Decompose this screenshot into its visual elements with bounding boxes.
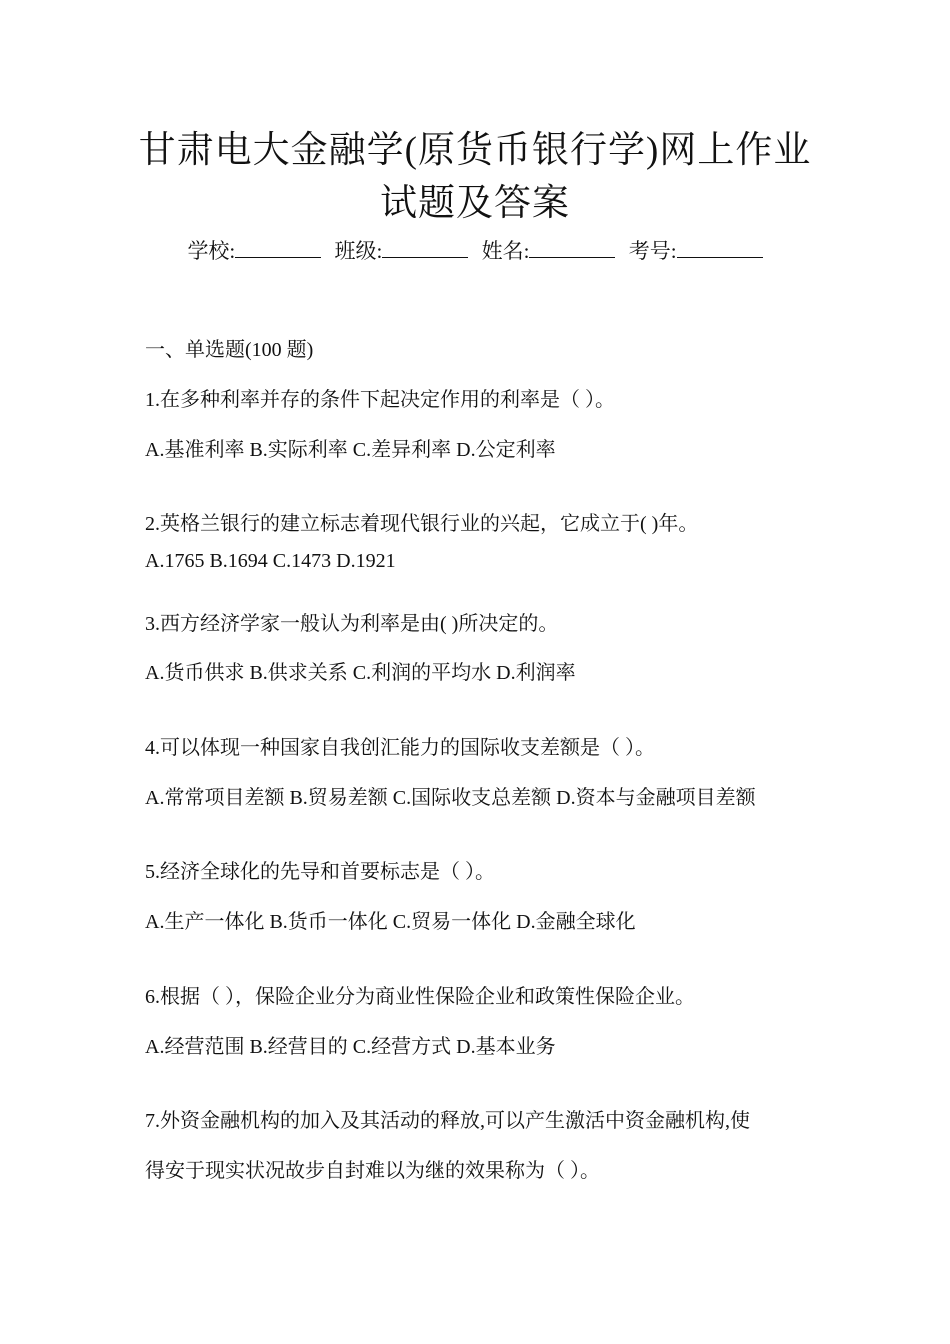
exam-number-field [629, 239, 763, 263]
class-blank [382, 237, 468, 258]
question-3-options: A.货币供求 B.供求关系 C.利润的平均水 D.利润率 [145, 662, 576, 684]
question-5: 5.经济全球化的先导和首要标志是（ ）。 [145, 861, 495, 883]
school-field [187, 239, 321, 263]
question-1: 1.在多种利率并存的条件下起决定作用的利率是（ ）。 [145, 389, 615, 411]
question-6-options: A.经营范围 B.经营目的 C.经营方式 D.基本业务 [145, 1036, 556, 1058]
question-1-options: A.基准利率 B.实际利率 C.差异利率 D.公定利率 [145, 439, 556, 461]
name-blank [529, 237, 615, 258]
question-5-options: A.生产一体化 B.货币一体化 C.贸易一体化 D.金融全球化 [145, 911, 636, 933]
section-heading: 一、单选题(100 题) [145, 339, 314, 361]
question-4: 4.可以体现一种国家自我创汇能力的国际收支差额是（ ）。 [145, 737, 655, 759]
student-info-row [60, 236, 890, 266]
class-label: 班级: [334, 239, 383, 263]
question-2: 2.英格兰银行的建立标志着现代银行业的兴起，它成立于( )年。 [145, 513, 699, 535]
question-4-options: A.常常项目差额 B.贸易差额 C.国际收支总差额 D.资本与金融项目差额 [145, 787, 756, 809]
document-title-line2: 试题及答案 [380, 183, 570, 224]
class-field [335, 239, 469, 263]
school-label: 学校: [187, 239, 236, 263]
name-field [482, 239, 616, 263]
document-title-line1: 甘肃电大金融学(原货币银行学)网上作业 [138, 130, 812, 171]
question-6: 6.根据（ ），保险企业分为商业性保险企业和政策性保险企业。 [145, 986, 695, 1008]
exam-number-label: 考号: [628, 239, 677, 263]
question-7-line2: 得安于现实状况故步自封难以为继的效果称为（ ）。 [145, 1160, 600, 1182]
name-label: 姓名: [481, 239, 530, 263]
question-3: 3.西方经济学家一般认为利率是由( )所决定的。 [145, 613, 559, 635]
school-blank [235, 237, 321, 258]
question-7-line1: 7.外资金融机构的加入及其活动的释放,可以产生激活中资金融机构,使 [145, 1110, 750, 1132]
question-2-options: A.1765 B.1694 C.1473 D.1921 [145, 550, 396, 572]
exam-number-blank [677, 237, 763, 258]
